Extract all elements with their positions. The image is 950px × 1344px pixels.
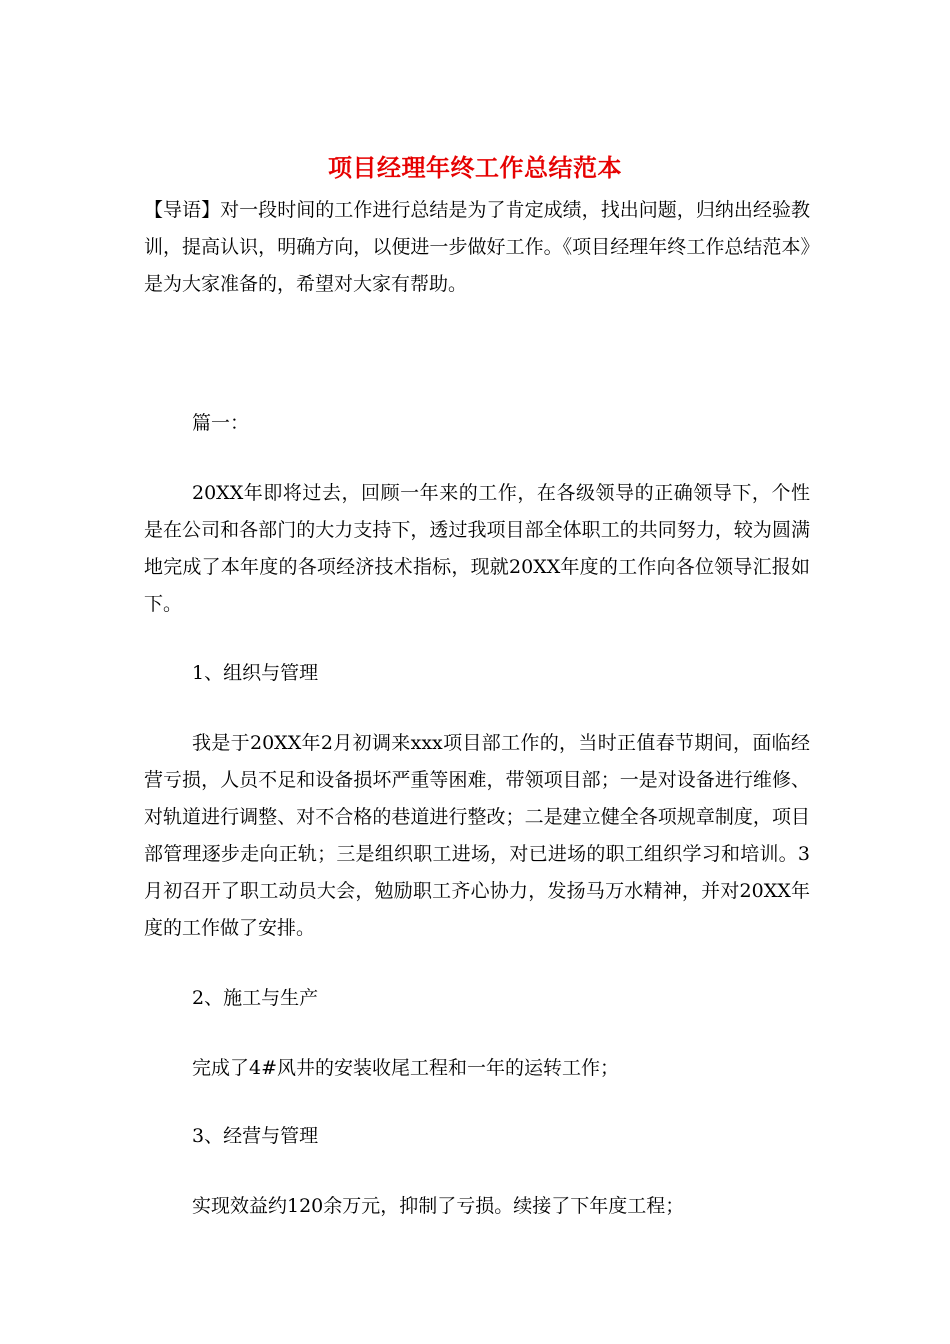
- intro-paragraph: 【导语】对一段时间的工作进行总结是为了肯定成绩，找出问题，归纳出经验教训，提高认识，明确方向，以便进一步做好工作。《项目经理年终工作总结范本》是为大家准备的，希望对大家有帮助。: [144, 199, 810, 295]
- section-3-paragraph: 实现效益约120余万元，抑制了亏损。续接了下年度工程；: [192, 1195, 685, 1217]
- document-title: 项目经理年终工作总结范本: [328, 153, 622, 182]
- section-1-heading: 1、组织与管理: [192, 662, 319, 684]
- opening-paragraph: 20XX年即将过去，回顾一年来的工作，在各级领导的正确领导下，个性是在公司和各部门的大力支持下，透过我项目部全体职工的共同努力，较为圆满地完成了本年度的各项经济技术指标，现就20XX年度的工作向各位领导汇报如下。: [144, 482, 810, 615]
- section-2-heading: 2、施工与生产: [192, 987, 319, 1009]
- section-3-heading: 3、经营与管理: [192, 1125, 319, 1147]
- section-2-paragraph: 完成了4#风井的安装收尾工程和一年的运转工作；: [192, 1057, 620, 1079]
- part-label: 篇一：: [192, 412, 250, 434]
- section-1-paragraph: 我是于20XX年2月初调来xxx项目部工作的，当时正值春节期间，面临经营亏损，人员不足和设备损坏严重等困难，带领项目部；一是对设备进行维修、对轨道进行调整、对不合格的巷道进行整改；二是建立健全各项规章制度，项目部管理逐步走向正轨；三是组织职工进场，对已进场的职工组织学习和培训。3月初召开了职工动员大会，勉励职工齐心协力，发扬马万水精神，并对20XX年度的工作做了安排。: [144, 732, 810, 939]
